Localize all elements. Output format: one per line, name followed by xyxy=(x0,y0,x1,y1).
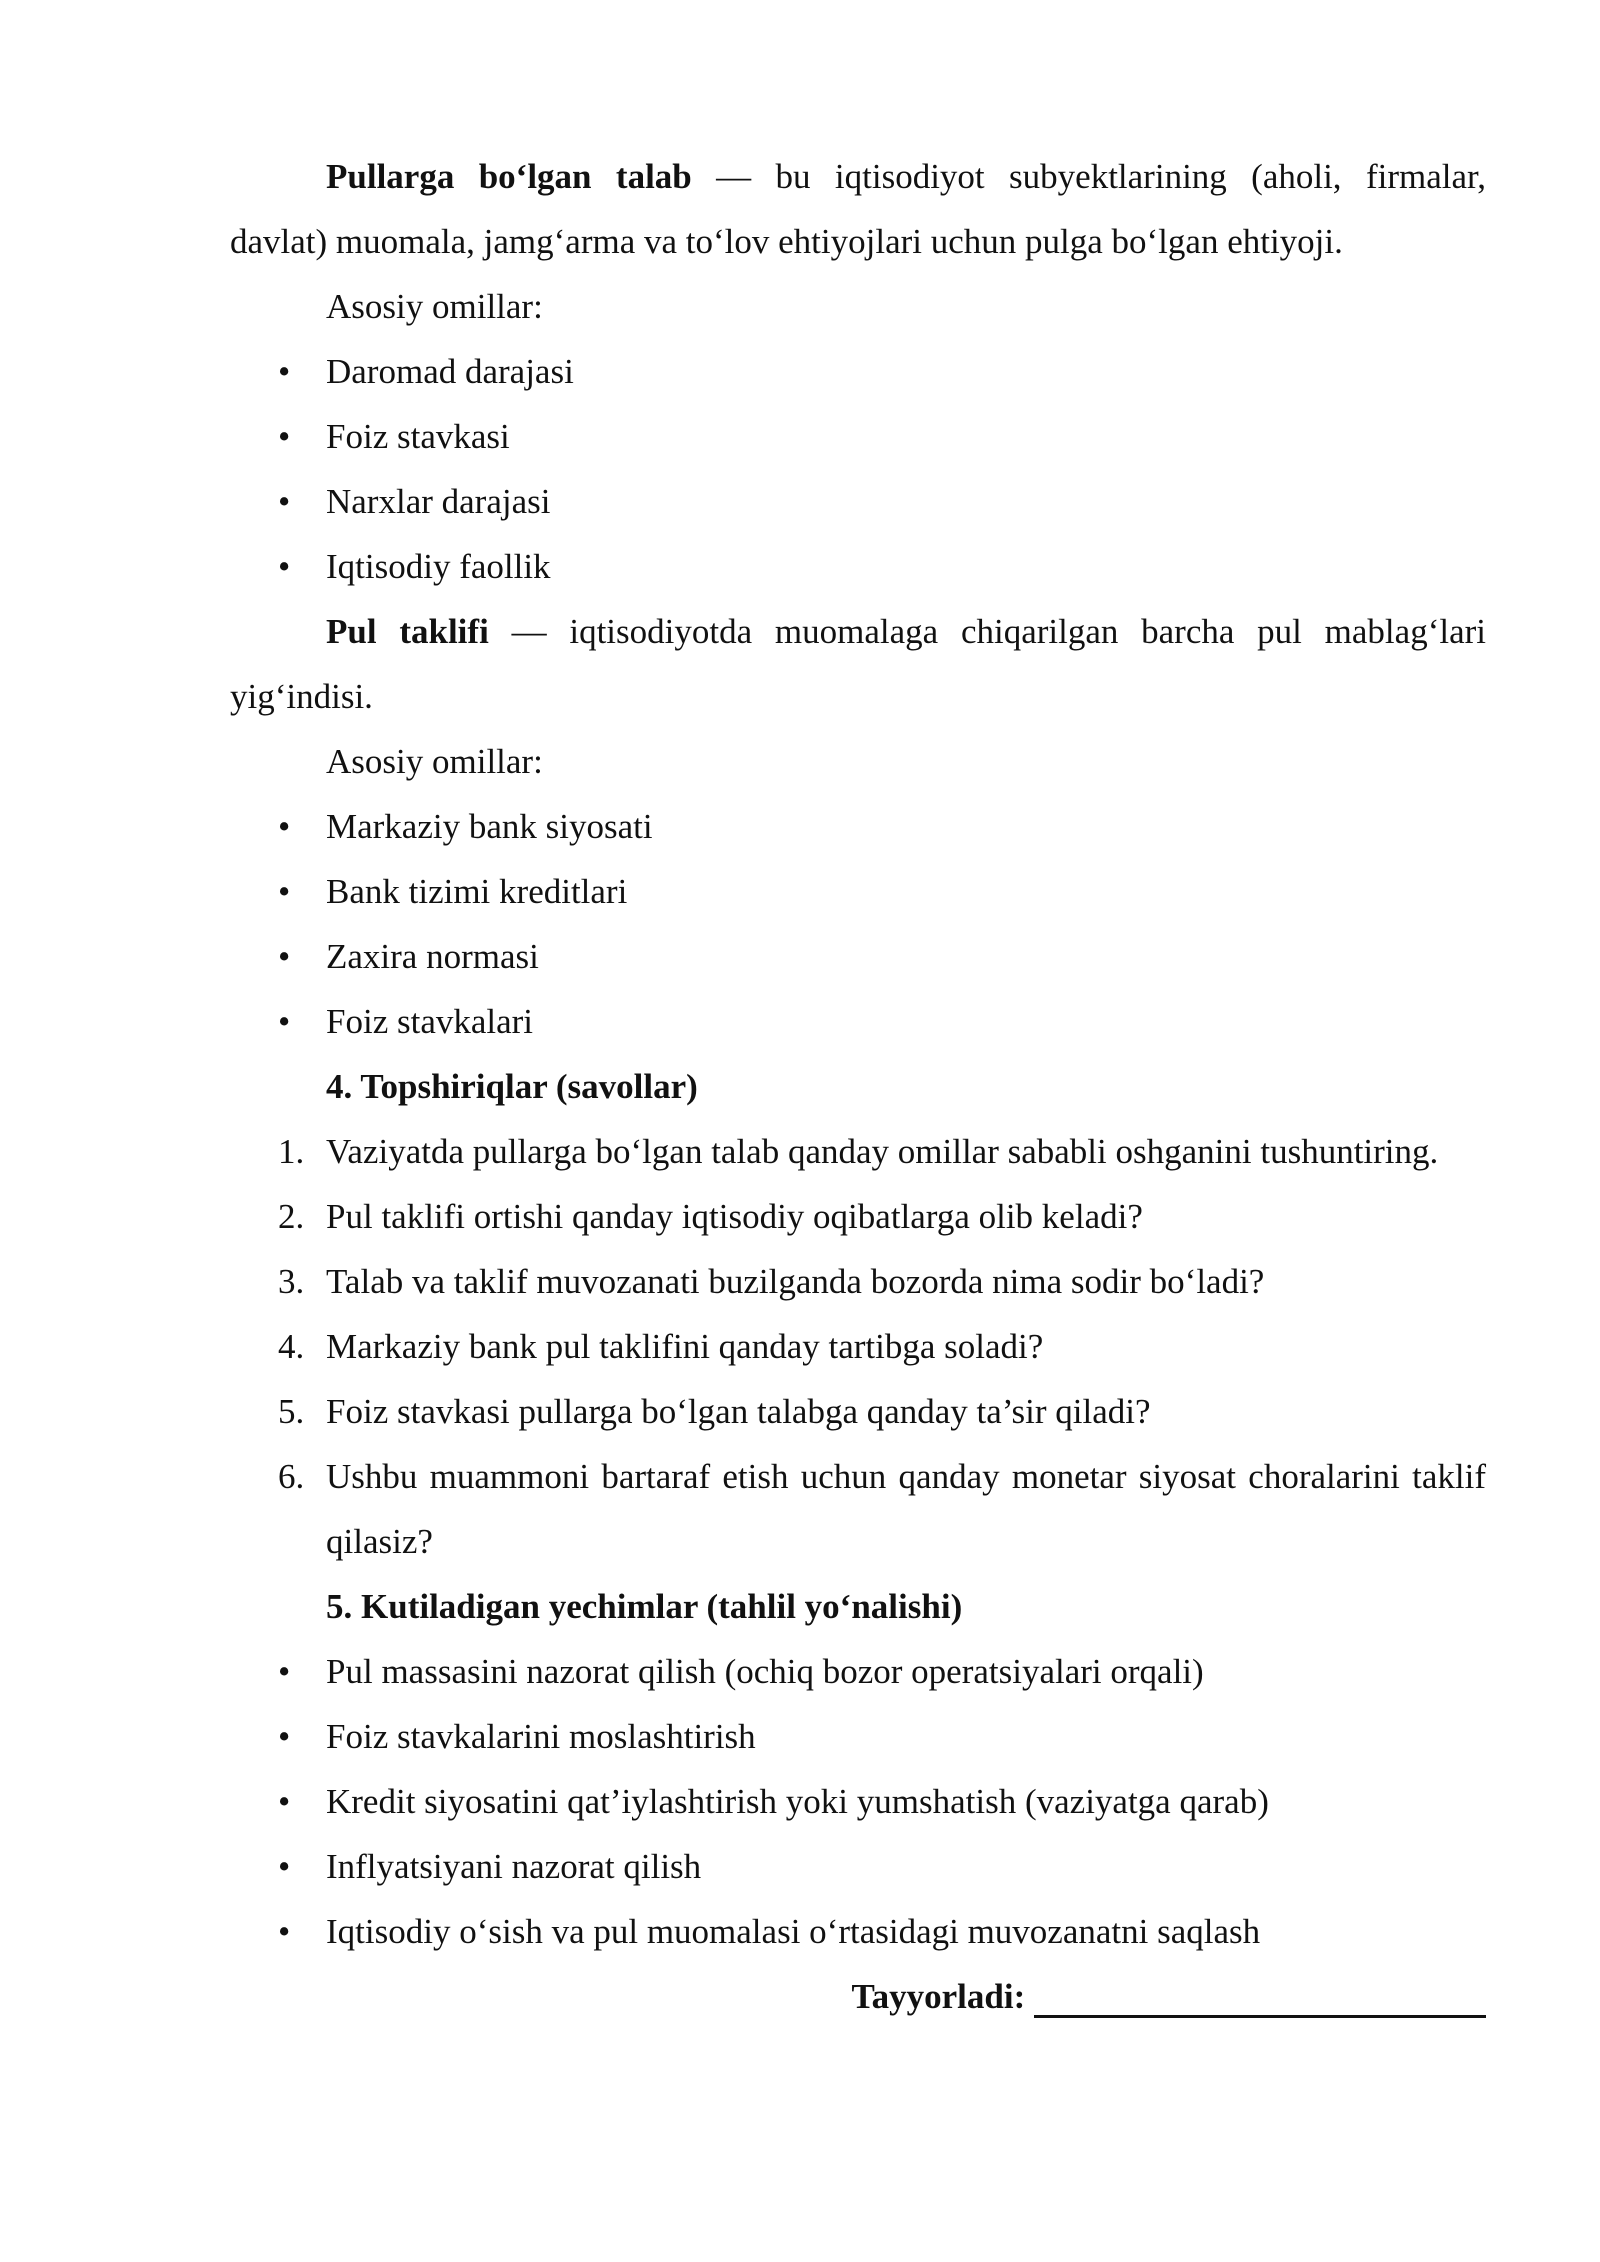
signature-blank xyxy=(1034,1975,1486,2018)
question-text: Vaziyatda pullarga bo‘lgan talab qanday omillar sababli oshganini tushuntiring. xyxy=(326,1132,1439,1171)
bullet-icon: • xyxy=(278,352,291,391)
demand-term: Pullarga bo‘lgan talab xyxy=(326,157,692,196)
list-item: • Iqtisodiy o‘sish va pul muomalasi o‘rtasidagi muvozanatni saqlash xyxy=(230,1899,1486,1964)
question-number: 1. xyxy=(278,1132,305,1171)
demand-definition-line-1 xyxy=(230,144,1486,209)
bullet-icon: • xyxy=(278,547,291,586)
list-item: • Zaxira normasi xyxy=(230,924,1486,989)
document-body xyxy=(230,144,1486,2029)
supply-definition-line-2: yig‘indisi. xyxy=(230,677,373,716)
demand-definition-line-2: davlat) muomala, jamg‘arma va to‘lov ehtiyojlari uchun pulga bo‘lgan ehtiyoji. xyxy=(230,222,1343,261)
list-item: • Narxlar darajasi xyxy=(230,469,1486,534)
list-item: • Foiz stavkalari xyxy=(230,989,1486,1054)
solutions-list xyxy=(230,1639,1486,1964)
bullet-icon: • xyxy=(278,1782,291,1821)
demand-factors-list xyxy=(230,339,1486,599)
question-number: 2. xyxy=(278,1197,305,1236)
list-item: • Iqtisodiy faollik xyxy=(230,534,1486,599)
demand-definition-text: — bu iqtisodiyot subyektlarining (aholi, firmalar, xyxy=(691,157,1487,196)
bullet-icon: • xyxy=(278,1847,291,1886)
list-item: • Foiz stavkasi xyxy=(230,404,1486,469)
list-item: • Kredit siyosatini qat’iylashtirish yoki yumshatish (vaziyatga qarab) xyxy=(230,1769,1486,1834)
supply-definition-line-1 xyxy=(230,599,1486,664)
signature-line xyxy=(230,1964,1486,2029)
bullet-icon: • xyxy=(278,872,291,911)
bullet-icon: • xyxy=(278,1002,291,1041)
question-text: Pul taklifi ortishi qanday iqtisodiy oqibatlarga olib keladi? xyxy=(326,1197,1143,1236)
question-item xyxy=(230,1119,1486,1184)
question-text: Foiz stavkasi pullarga bo‘lgan talabga qanday ta’sir qiladi? xyxy=(326,1392,1151,1431)
question-item xyxy=(230,1249,1486,1314)
signature-label: Tayyorladi: xyxy=(851,1977,1026,2016)
question-item xyxy=(230,1444,1486,1574)
supply-definition-text: — iqtisodiyotda muomalaga chiqarilgan barcha pul mablag‘lari xyxy=(488,612,1486,651)
question-number: 3. xyxy=(278,1262,305,1301)
question-number: 4. xyxy=(278,1327,305,1366)
question-item xyxy=(230,1379,1486,1444)
question-item xyxy=(230,1184,1486,1249)
bullet-icon: • xyxy=(278,1912,291,1951)
question-text: Markaziy bank pul taklifini qanday tartibga soladi? xyxy=(326,1327,1044,1366)
bullet-icon: • xyxy=(278,417,291,456)
supply-term: Pul taklifi xyxy=(326,612,489,651)
bullet-icon: • xyxy=(278,482,291,521)
supply-factors-label: Asosiy omillar: xyxy=(326,742,543,781)
question-number: 5. xyxy=(278,1392,305,1431)
list-item: • Daromad darajasi xyxy=(230,339,1486,404)
section-4-heading: 4. Topshiriqlar (savollar) xyxy=(326,1067,698,1106)
list-item: • Pul massasini nazorat qilish (ochiq bozor operatsiyalari orqali) xyxy=(230,1639,1486,1704)
supply-factors-list xyxy=(230,794,1486,1054)
questions-list xyxy=(230,1119,1486,1574)
bullet-icon: • xyxy=(278,1717,291,1756)
question-number: 6. xyxy=(278,1457,305,1496)
section-5-heading: 5. Kutiladigan yechimlar (tahlil yo‘nalishi) xyxy=(326,1587,963,1626)
list-item: • Markaziy bank siyosati xyxy=(230,794,1486,859)
question-text: Ushbu muammoni bartaraf etish uchun qanday monetar siyosat choralarini taklif qilasiz? xyxy=(326,1457,1486,1561)
question-item xyxy=(230,1314,1486,1379)
list-item: • Bank tizimi kreditlari xyxy=(230,859,1486,924)
bullet-icon: • xyxy=(278,937,291,976)
bullet-icon: • xyxy=(278,807,291,846)
question-text: Talab va taklif muvozanati buzilganda bozorda nima sodir bo‘ladi? xyxy=(326,1262,1265,1301)
bullet-icon: • xyxy=(278,1652,291,1691)
list-item: • Foiz stavkalarini moslashtirish xyxy=(230,1704,1486,1769)
list-item: • Inflyatsiyani nazorat qilish xyxy=(230,1834,1486,1899)
demand-factors-label: Asosiy omillar: xyxy=(326,287,543,326)
